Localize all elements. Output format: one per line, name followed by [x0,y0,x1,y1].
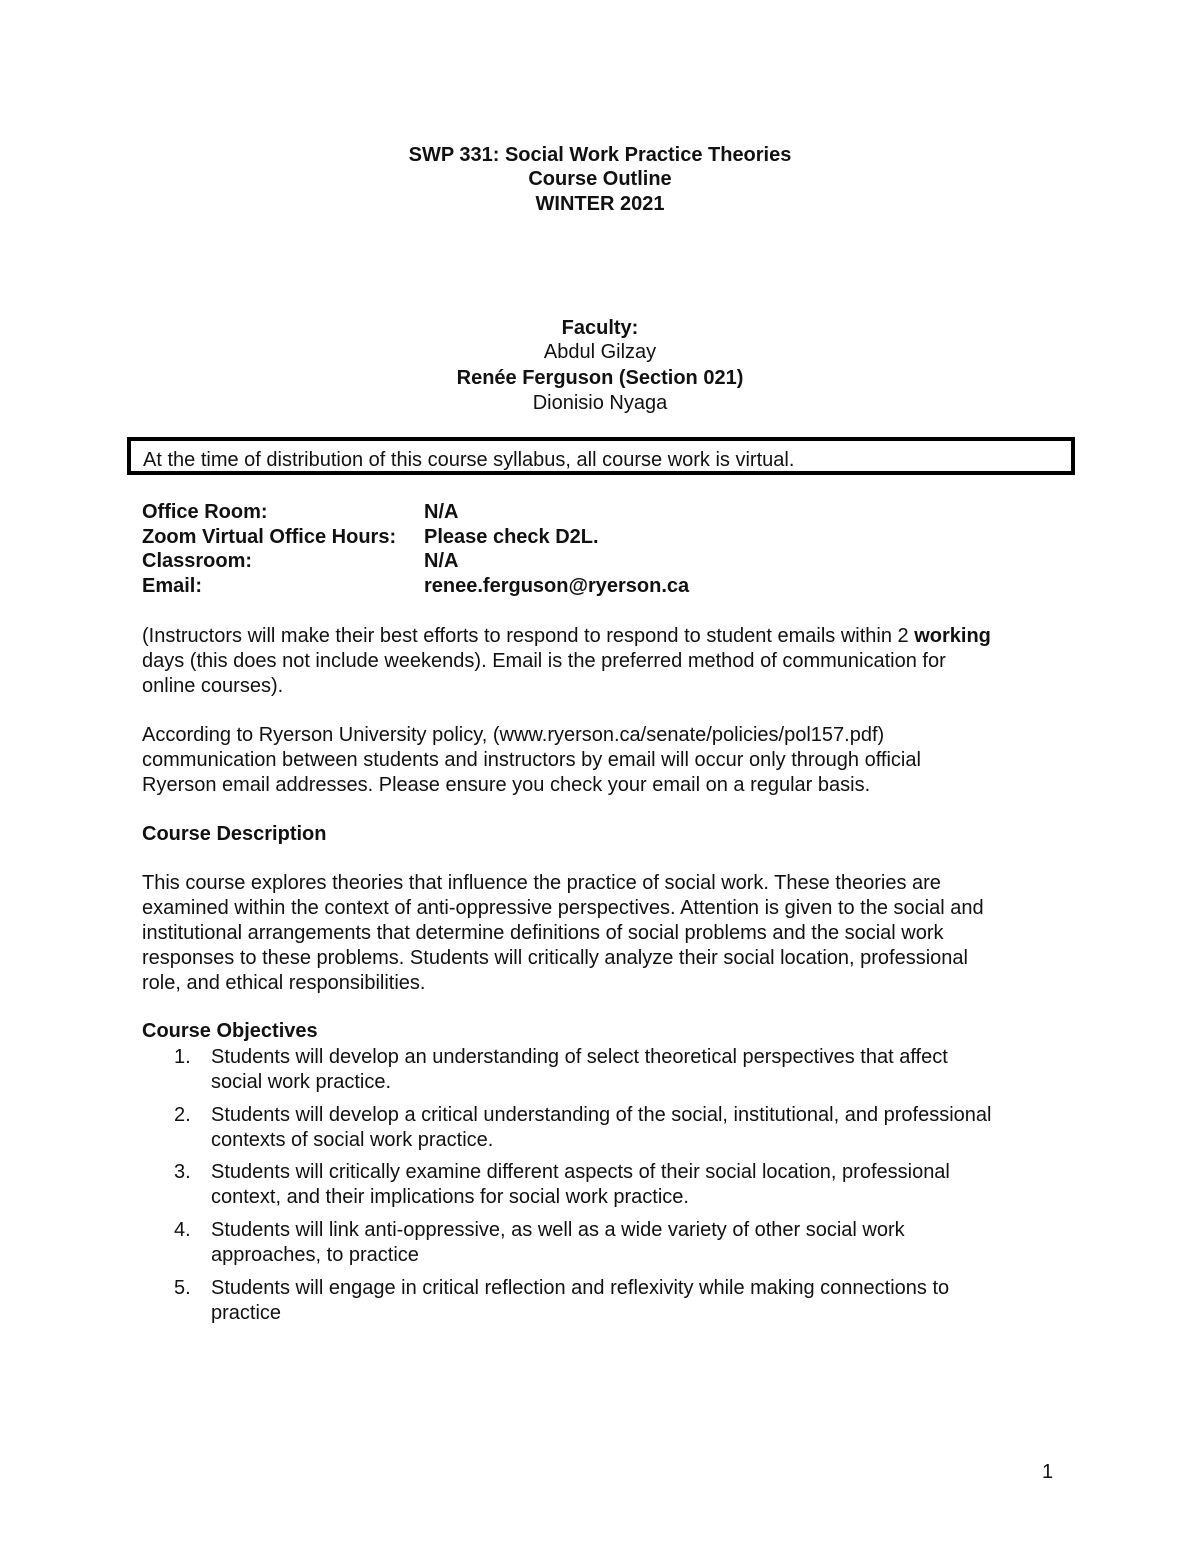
objective-line: Students will develop an understanding of select theoretical perspectives that affect [211,1046,948,1068]
email-note-line [142,624,1072,649]
objective-line: context, and their implications for social work practice. [211,1186,689,1208]
description-line: institutional arrangements that determine definitions of social problems and the social work [142,922,944,944]
objective-line: Students will engage in critical reflection and reflexivity while making connections to [211,1277,950,1299]
office-hours-value: Please check D2L. [424,526,599,548]
objective-line: Students will link anti-oppressive, as well as a wide variety of other social work [211,1219,905,1241]
course-title: SWP 331: Social Work Practice Theories [408,144,792,166]
email-note-emphasis: working [914,625,991,647]
objective-number: 3. [174,1161,191,1183]
email-label: Email: [142,575,203,597]
course-objectives-heading: Course Objectives [142,1020,318,1042]
objective-item [211,1218,1091,1268]
description-line: role, and ethical responsibilities. [142,972,426,994]
objective-line: approaches, to practice [211,1244,419,1266]
objective-number: 2. [174,1104,191,1126]
objective-number: 5. [174,1277,191,1299]
faculty-member: Dionisio Nyaga [532,392,668,414]
policy-line: Ryerson email addresses. Please ensure you check your email on a regular basis. [142,774,871,796]
page-number: 1 [1042,1461,1054,1483]
description-line: responses to these problems. Students will critically analyze their social location, professional [142,947,968,969]
objective-line: Students will critically examine different aspects of their social location, professional [211,1161,950,1183]
objective-item [211,1103,1091,1153]
course-description-paragraph [142,871,1072,996]
description-line: This course explores theories that influence the practice of social work. These theories are [142,872,941,894]
policy-line: communication between students and instructors by email will occur only through official [142,749,921,771]
objective-item [211,1045,1091,1095]
objective-item [211,1160,1091,1210]
office-room-value: N/A [424,501,459,523]
objective-line: social work practice. [211,1071,392,1093]
email-note-line: online courses). [142,675,284,697]
email-response-note [142,624,1072,699]
objective-item [211,1276,1091,1326]
email-policy-paragraph [142,723,1072,798]
office-hours-label: Zoom Virtual Office Hours: [142,526,397,548]
office-room-label: Office Room: [142,501,268,523]
objective-line: contexts of social work practice. [211,1129,494,1151]
faculty-member: Abdul Gilzay [543,341,657,363]
virtual-notice-text: At the time of distribution of this course syllabus, all course work is virtual. [143,449,795,471]
classroom-label: Classroom: [142,550,253,572]
objective-line: practice [211,1302,282,1324]
virtual-notice-box [127,437,1075,475]
faculty-member-section: Renée Ferguson (Section 021) [456,367,744,389]
faculty-heading: Faculty: [561,317,639,339]
policy-line: According to Ryerson University policy, (www.ryerson.ca/senate/policies/pol157.pdf) [142,724,885,746]
classroom-value: N/A [424,550,459,572]
objective-number: 4. [174,1219,191,1241]
objective-number: 1. [174,1046,191,1068]
document-type: Course Outline [528,168,672,190]
description-line: examined within the context of anti-oppressive perspectives. Attention is given to the social and [142,897,984,919]
course-description-heading: Course Description [142,823,327,845]
email-value: renee.ferguson@ryerson.ca [424,575,690,597]
objective-line: Students will develop a critical understanding of the social, institutional, and professional [211,1104,992,1126]
email-note-line: days (this does not include weekends). Email is the preferred method of communication for [142,650,946,672]
email-note-text: (Instructors will make their best efforts to respond to respond to student emails within 2 [142,625,915,647]
term: WINTER 2021 [535,193,665,215]
